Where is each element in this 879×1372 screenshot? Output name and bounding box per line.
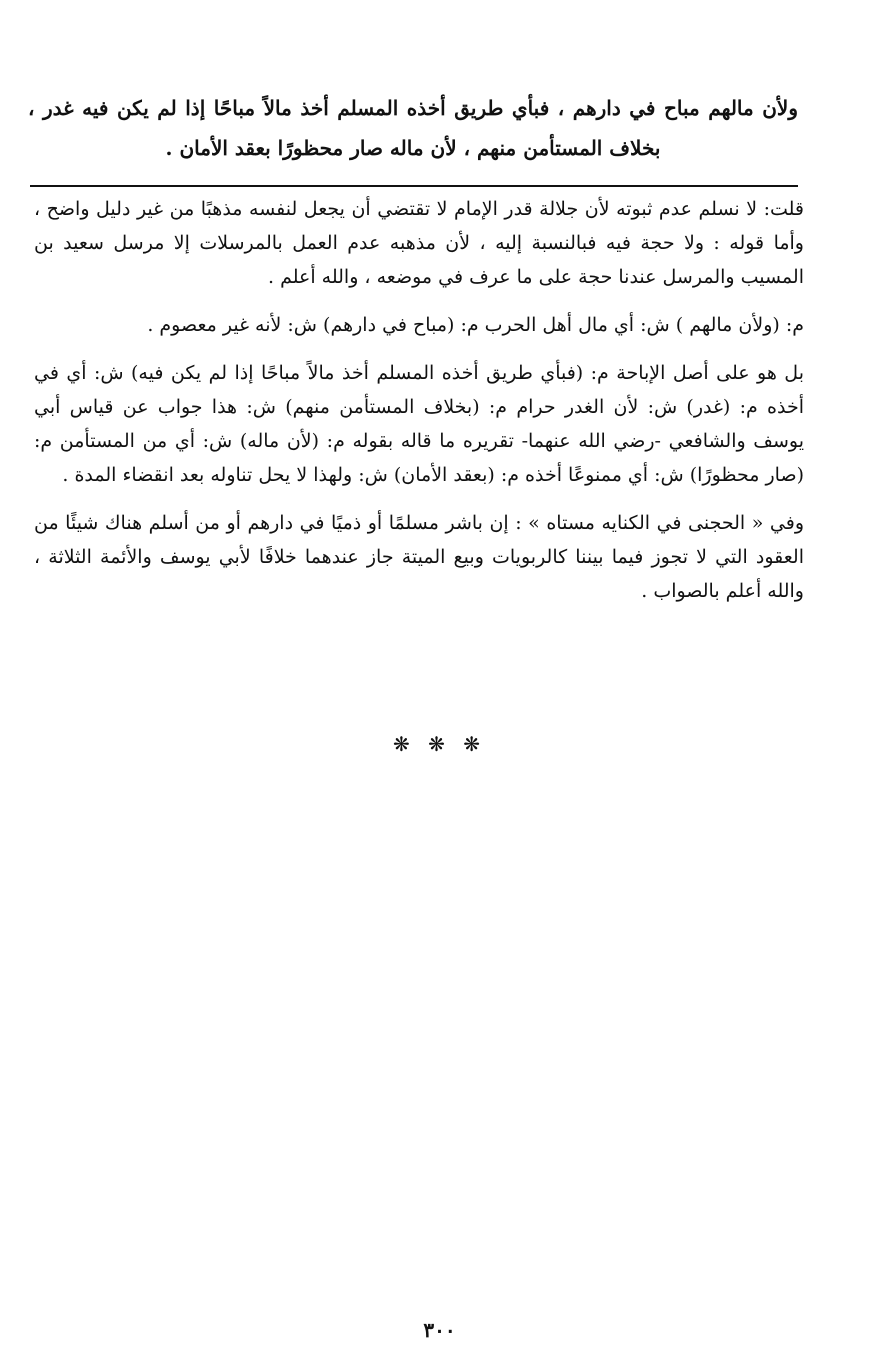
main-text-paragraph: ولأن مالهم مباح في دارهم ، فبأي طريق أخذه المسلم أخذ مالاً مباحًا إذا لم يكن فيه غدر ، بخلاف المستأمن منهم ، لأن ماله صار محظورًا بعقد الأمان . [28,96,798,160]
footnote-separator-line [30,185,798,187]
commentary-section [34,192,804,622]
commentary-paragraph-3: بل هو على أصل الإباحة م: (فبأي طريق أخذه المسلم أخذ مالاً مباحًا إذا لم يكن فيه) ش: أي في أخذه م: (غدر) ش: لأن الغدر حرام م: (بخلاف المستأمن منهم) ش: هذا جواب عن قياس أبي يوسف والشافعي -رضي الله عنهما- تقريره ما قاله بقوله م: (لأن ماله) ش: أي من المستأمن م: (صار محظورًا) ش: أي ممنوعًا أخذه م: (بعقد الأمان) ش: ولهذا لا يحل تناوله بعد انقضاء المدة . [34,362,804,486]
commentary-paragraph-2: م: (ولأن مالهم ) ش: أي مال أهل الحرب م: (مباح في دارهم) ش: لأنه غير معصوم . [147,314,804,336]
section-end-stars: ❋ ❋ ❋ [393,732,486,756]
commentary-paragraph-4: وفي « الحجنى في الكنايه مستاه » : إن باشر مسلمًا أو ذميًا في دارهم أو من أسلم هناك شيئًا من العقود التي لا تجوز فيما بيننا كالربويات وبيع الميتة جاز عندهما خلافًا لأبي يوسف والأئمة الثلاثة ، والله أعلم بالصواب . [34,512,804,602]
page-number: ٣٠٠ [423,1318,456,1342]
commentary-paragraph-1: قلت: لا نسلم عدم ثبوته لأن جلالة قدر الإمام لا تقتضي أن يجعل لنفسه مذهبًا من غير دليل واضح ، وأما قوله : ولا حجة فيه فبالنسبة إليه ، لأن مذهبه عدم العمل بالمرسلات إلا مرسل سعيد بن المسيب والمرسل عندنا حجة على ما عرف في موضعه ، والله أعلم . [34,198,804,288]
